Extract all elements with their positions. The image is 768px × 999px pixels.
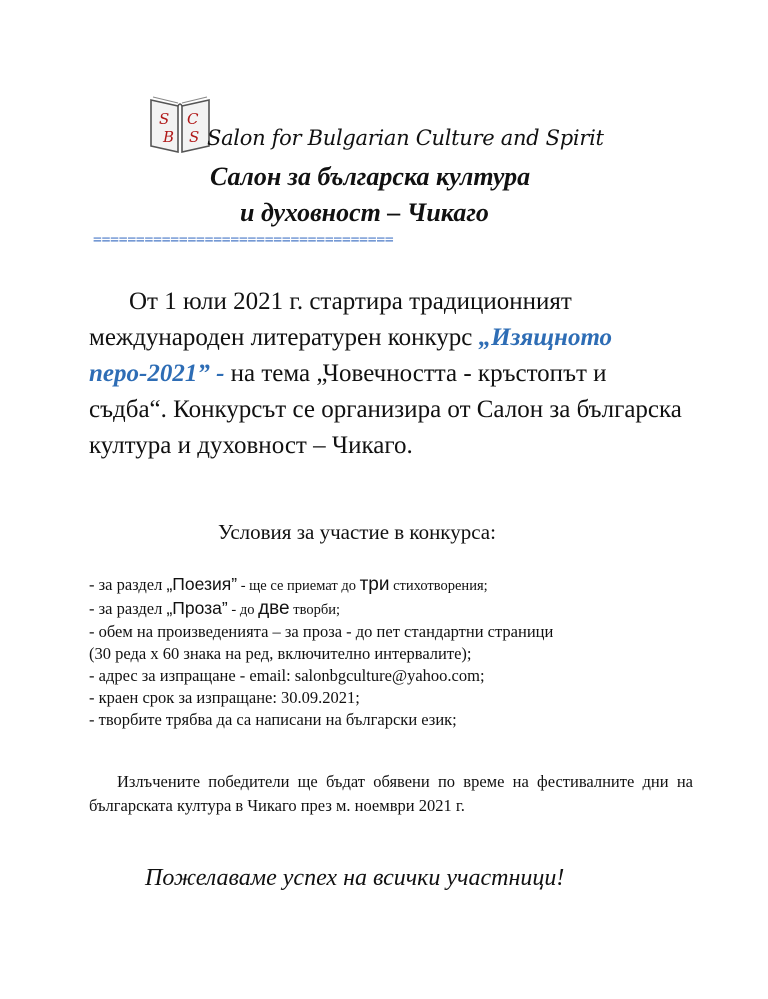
conditions-heading: Условия за участие в конкурса: — [218, 520, 496, 544]
rule-count: три — [359, 574, 390, 595]
rule-volume-detail: (30 реда х 60 знака на ред, включително интервалите); — [89, 644, 472, 663]
rule-text: творби; — [289, 602, 340, 618]
svg-text:S: S — [159, 110, 170, 128]
section-name: „Проза” — [166, 598, 228, 618]
brand-name-english: Salon for Bulgarian Culture and Spirit — [207, 126, 604, 150]
intro-paragraph — [89, 284, 689, 464]
section-name: „Поезия” — [166, 574, 238, 594]
intro-text-start: От 1 юли 2021 г. стартира традиционният международен литературен конкурс — [89, 288, 572, 351]
rule-prose — [89, 597, 709, 621]
winners-text: Излъчените победители ще бъдат обявени по време на фестивалните дни на българската култура в Чикаго през м. ноември 2021 г. — [89, 772, 693, 815]
title-line-1: Салон за българска култура — [210, 162, 531, 191]
winners-paragraph — [89, 770, 693, 818]
rule-text: стихотворения; — [389, 578, 488, 594]
svg-text:C: C — [187, 110, 199, 128]
svg-text:B: B — [163, 128, 175, 146]
header-divider: =================================== — [93, 231, 394, 248]
rule-language: - творбите трябва да са написани на български език; — [89, 710, 457, 729]
rule-deadline: - краен срок за изпращане: 30.09.2021; — [89, 688, 360, 707]
conditions-list — [89, 573, 709, 731]
rule-poetry — [89, 573, 709, 597]
title-line-2: и духовност – Чикаго — [240, 198, 489, 227]
intro-text-end: на тема „Човечността - кръстопът и съдба“. Конкурсът се организира от Салон за българска култура и духовност – Чикаго. — [89, 360, 682, 459]
rule-volume: - обем на произведенията – за проза - до пет стандартни страници — [89, 622, 554, 641]
book-logo-icon — [147, 92, 213, 158]
closing-wish: Пожелаваме успех на всички участници! — [145, 865, 565, 891]
contest-name: „Изящното перо-2021” - — [89, 324, 613, 387]
rule-text: - ще се приемат до — [237, 578, 360, 594]
rule-count: две — [258, 598, 290, 619]
rule-text: - до — [227, 602, 259, 618]
rule-text: - за раздел — [89, 599, 167, 618]
rule-text: - за раздел — [89, 575, 167, 594]
svg-text:S: S — [189, 128, 200, 146]
rule-email: - адрес за изпращане - email: salonbgculture@yahoo.com; — [89, 666, 485, 685]
